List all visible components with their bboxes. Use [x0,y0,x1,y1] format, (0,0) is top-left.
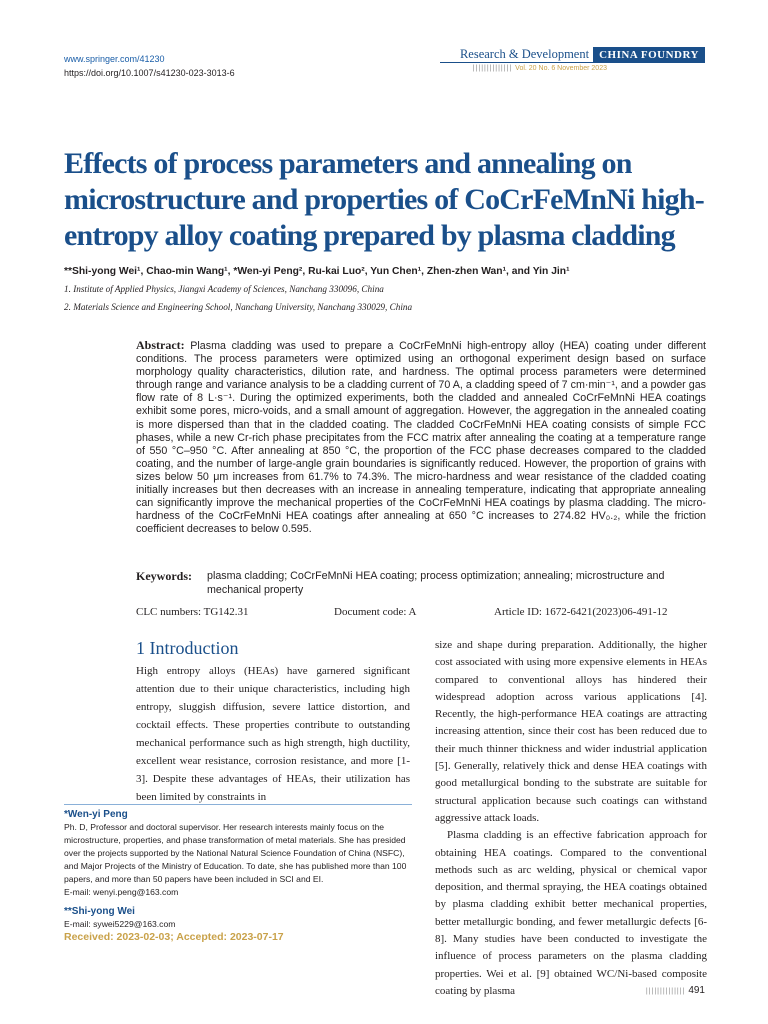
section-heading: 1 Introduction [136,638,239,658]
affiliation-2: 2. Materials Science and Engineering School, Nanchang University, Nanchang 330029, China [64,302,413,312]
footnote [64,808,412,944]
document-code: Document code: A [334,606,417,618]
author-bio: Ph. D, Professor and doctoral supervisor. Her research interests mainly focus on the microstructure, properties, and phase transformation of metal materials. She has presided over the projects supported by the National Natural Science Foundation of China (NSFC), and Major Projects of the Ministry of Education. To date, she has published more than 100 papers, and more than 50 papers have been included in SCI and EI. [64,822,407,884]
section-label: Research & Development [459,47,590,62]
received-accepted-dates: Received: 2023-02-03; Accepted: 2023-07-17 [64,931,284,943]
footnote-rule [64,804,412,805]
article-title: Effects of process parameters and annealing on microstructure and properties of CoCrFeMnNi high-entropy alloy coating prepared by plasma cladding [64,147,704,252]
keywords-label: Keywords: [136,569,192,583]
page-tick-ornament: |||||||||||||| [645,988,689,995]
tick-ornament: |||||||||||||| [472,65,516,72]
doi-link[interactable]: https://doi.org/10.1007/s41230-023-3013-6 [64,68,235,78]
journal-badge: CHINA FOUNDRY [593,47,705,63]
right-column [435,637,707,1000]
author-email-1[interactable]: E-mail: wenyi.peng@163.com [64,887,179,897]
intro-paragraph-right-2: Plasma cladding is an effective fabrication approach for obtaining HEA coatings. Compared to the conventional methods such as arc welding, physical or chemical vapor deposition, and thermal spraying, the HEA coatings obtained by plasma cladding exhibit better mechanical properties, better metallurgic bonding, and fewer metallurgic defects [6-8]. Many studies have been conducted to investigate the influence of process parameters on the plasma cladding properties. Wei et al. [9] obtained WC/Ni-based composite coating by plasma [435,829,707,997]
keywords-text: plasma cladding; CoCrFeMnNi HEA coating; process optimization; annealing; microstructure and mechanical property [207,570,665,596]
volume-text: Vol. 20 No. 6 November 2023 [515,65,607,72]
intro-paragraph-right-1: size and shape during preparation. Additionally, the higher cost associated with using more expensive elements in HEAs compared to conventional alloys has hindered their widespread adoption across various applications [4]. Recently, the high-performance HEA coatings are attracting increasing attention, since their cost has been reduced due to their much thinner thickness and wider industrial application [5]. Generally, relatively thick and dense HEA coatings with good metallurgical bonding to the substrate are suitable for structural application because such coatings can withstand aggressive attack loads. [435,639,707,824]
author-list: **Shi-yong Wei¹, Chao-min Wang¹, *Wen-yi Peng², Ru-kai Luo², Yun Chen¹, Zhen-zhen Wan¹, and Yin Jin¹ [64,266,570,277]
intro-paragraph-left: High entropy alloys (HEAs) have garnered significant attention due to their unique characteristics, including high entropy, sluggish diffusion, severe lattice distortion, and cocktail effects. These properties contribute to outstanding mechanical performance such as high strength, high ductility, excellent wear resistance, corrosion resistance, and more [1-3]. Despite these advantages of HEAs, their utilization has been limited by constraints in [136,665,410,803]
journal-url[interactable]: www.springer.com/41230 [64,54,165,64]
article-id: Article ID: 1672-6421(2023)06-491-12 [494,606,668,618]
affiliation-1: 1. Institute of Applied Physics, Jiangxi Academy of Sciences, Nanchang 330096, China [64,284,384,294]
corresponding-author-name: *Wen-yi Peng [64,809,128,820]
left-column [136,662,410,806]
volume-info [460,65,607,72]
page-number [646,985,705,996]
abstract [136,339,706,536]
abstract-label: Abstract: [136,338,185,352]
header-rule [440,62,605,63]
clc-numbers: CLC numbers: TG142.31 [136,606,249,618]
page-number-text: 491 [688,985,705,996]
header-left [64,52,235,80]
author-email-2[interactable]: E-mail: sywei5229@163.com [64,919,176,929]
header-right [460,46,705,72]
second-author-name: **Shi-yong Wei [64,906,135,917]
abstract-text: Plasma cladding was used to prepare a CoCrFeMnNi high-entropy alloy (HEA) coating under different conditions. The process parameters were optimized using an orthogonal experiment design based on surface morphology quality characteristics, dilution rate, and hardness. The optimal process parameters were determined through range and variance analysis to be a cladding current of 70 A, a cladding speed of 7 cm·min⁻¹, and a powder gas flow rate of 8 L·s⁻¹. During the optimized experiments, both the cladded and annealed CoCrFeMnNi HEA coatings exhibit some pores, micro-voids, and a small amount of aggregation. However, the aggregation in the annealed coating is more dispersed than that in the cladded coating. The cladded CoCrFeMnNi HEA coating consists of simple FCC phases, while a new Cr-rich phase precipitates from the FCC matrix after annealing the coating at a temperature range of 550 °C–950 °C. After annealing at 850 °C, the proportion of the FCC phase decreases compared to the cladded coating, and the number of large-angle grain boundaries is significantly reduced. However, the proportion of grains with sizes below 50 μm increases from 61.7% to 74.3%. The micro-hardness and wear resistance of the cladded coating initially increases but then decreases with an increase in annealing temperature, indicating that appropriate annealing can significantly improve the mechanical properties of the CoCrFeMnNi HEA coatings by plasma cladding. The micro-hardness of the CoCrFeMnNi HEA coatings after annealing at 650 °C increases to 274.82 HV₀.₂, while the friction coefficient decreases to below 0.595. [136,340,706,536]
